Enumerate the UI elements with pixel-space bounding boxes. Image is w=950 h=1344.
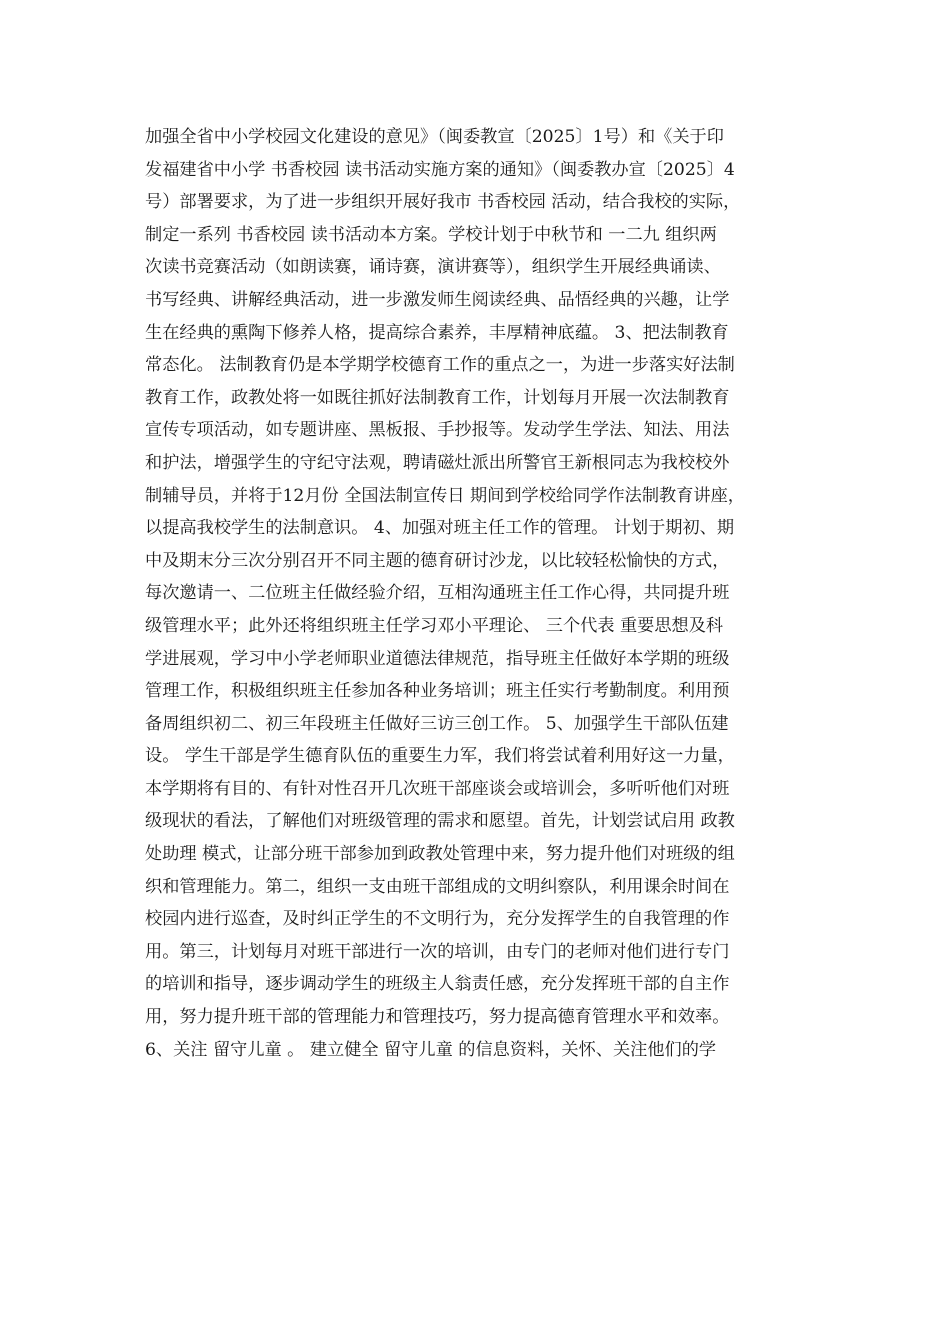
text-line: 学进展观，学习中小学老师职业道德法律规范，指导班主任做好本学期的班级 bbox=[145, 648, 730, 669]
text-line: 校园内进行巡查，及时纠正学生的不文明行为，充分发挥学生的自我管理的作 bbox=[145, 909, 730, 930]
text-line: 设。 学生干部是学生德育队伍的重要生力军，我们将尝试着利用好这一力量， bbox=[145, 746, 735, 767]
text-line: 级管理水平；此外还将组织班主任学习邓小平理论、 三个代表 重要思想及科 bbox=[145, 615, 724, 636]
text-line: 和护法，增强学生的守纪守法观，聘请磁灶派出所警官王新根同志为我校校外 bbox=[145, 452, 730, 473]
text-line: 次读书竞赛活动（如朗读赛，诵诗赛，演讲赛等），组织学生开展经典诵读、 bbox=[145, 257, 721, 278]
text-line: 用，努力提升班干部的管理能力和管理技巧，努力提高德育管理水平和效率。 bbox=[145, 1007, 730, 1028]
text-line: 织和管理能力。第二，组织一支由班干部组成的文明纠察队，利用课余时间在 bbox=[145, 876, 730, 897]
text-line: 用。第三，计划每月对班干部进行一次的培训，由专门的老师对他们进行专门 bbox=[145, 941, 730, 962]
text-line: 制辅导员，并将于12月份 全国法制宣传日 期间到学校给同学作法制教育讲座， bbox=[145, 485, 745, 506]
text-line: 管理工作，积极组织班主任参加各种业务培训；班主任实行考勤制度。利用预 bbox=[145, 681, 730, 702]
text-line: 生在经典的熏陶下修养人格，提高综合素养，丰厚精神底蕴。 3、把法制教育 bbox=[145, 322, 729, 343]
text-line: 书写经典、讲解经典活动，进一步激发师生阅读经典、品悟经典的兴趣，让学 bbox=[145, 289, 730, 310]
text-line: 加强全省中小学校园文化建设的意见》（闽委教宣〔2025〕1号）和《关于印 bbox=[145, 127, 724, 147]
text-line: 教育工作，政教处将一如既往抓好法制教育工作，计划每月开展一次法制教育 bbox=[145, 387, 730, 408]
text-line: 号）部署要求，为了进一步组织开展好我市 书香校园 活动，结合我校的实际， bbox=[145, 192, 741, 213]
text-line: 级现状的看法，了解他们对班级管理的需求和愿望。首先，计划尝试启用 政教 bbox=[145, 811, 735, 832]
text-line: 的培训和指导，逐步调动学生的班级主人翁责任感，充分发挥班干部的自主作 bbox=[145, 974, 730, 995]
text-line: 每次邀请一、二位班主任做经验介绍，互相沟通班主任工作心得，共同提升班 bbox=[145, 583, 730, 604]
document-body bbox=[145, 121, 825, 1066]
text-line: 发福建省中小学 书香校园 读书活动实施方案的通知》（闽委教办宣〔2025〕4 bbox=[145, 159, 735, 180]
text-line: 备周组织初二、初三年段班主任做好三访三创工作。 5、加强学生干部队伍建 bbox=[145, 713, 729, 734]
text-line: 常态化。 法制教育仍是本学期学校德育工作的重点之一，为进一步落实好法制 bbox=[145, 355, 735, 376]
text-line: 处助理 模式，让部分班干部参加到政教处管理中来，努力提升他们对班级的组 bbox=[145, 844, 735, 865]
text-line: 中及期末分三次分别召开不同主题的德育研讨沙龙，以比较轻松愉快的方式， bbox=[145, 550, 730, 571]
text-line: 宣传专项活动，如专题讲座、黑板报、手抄报等。发动学生学法、知法、用法 bbox=[145, 420, 730, 441]
text-line: 本学期将有目的、有针对性召开几次班干部座谈会或培训会，多听听他们对班 bbox=[145, 778, 730, 799]
text-line: 制定一系列 书香校园 读书活动本方案。学校计划于中秋节和 一二九 组织两 bbox=[145, 224, 717, 245]
text-line: 以提高我校学生的法制意识。 4、加强对班主任工作的管理。 计划于期初、期 bbox=[145, 518, 735, 539]
text-line: 6、关注 留守儿童 。 建立健全 留守儿童 的信息资料，关怀、关注他们的学 bbox=[145, 1039, 717, 1060]
